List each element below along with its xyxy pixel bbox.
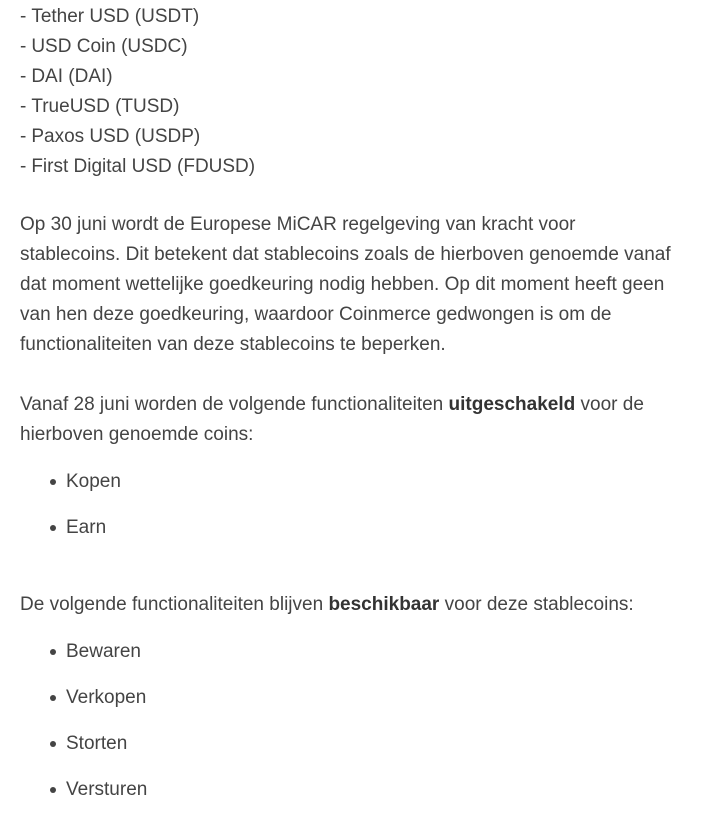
stablecoin-label: USD Coin (USDC) [31, 36, 188, 57]
bullet-icon [50, 649, 56, 655]
article-content [20, 0, 700, 800]
disabled-features-list [48, 470, 121, 562]
available-feature-item: Versturen [48, 778, 147, 824]
disabled-emphasis: uitgeschakeld [448, 394, 576, 415]
stablecoin-label: DAI (DAI) [31, 66, 113, 87]
disabled-feature-item: Kopen [48, 470, 121, 516]
available-features-paragraph: De volgende functionaliteiten blijven beschikbaar voor deze stablecoins: [20, 594, 634, 615]
stablecoin-item: - First Digital USD (FDUSD) [20, 156, 256, 177]
stablecoin-item: - USD Coin (USDC) [20, 36, 188, 57]
disabled-features-paragraph: Vanaf 28 juni worden de volgende functionaliteiten uitgeschakeld voor de hierboven genoemde coins: [20, 394, 644, 445]
stablecoin-item: - DAI (DAI) [20, 66, 113, 87]
bullet-icon [50, 479, 56, 485]
stablecoin-item: - Tether USD (USDT) [20, 6, 200, 27]
stablecoin-label: Paxos USD (USDP) [31, 126, 201, 147]
stablecoin-list [20, 2, 700, 182]
stablecoin-item: - TrueUSD (TUSD) [20, 96, 180, 117]
available-feature-item: Storten [48, 732, 147, 778]
available-feature-item: Bewaren [48, 640, 147, 686]
stablecoin-item: - Paxos USD (USDP) [20, 126, 201, 147]
disabled-feature-item: Earn [48, 516, 121, 562]
micar-paragraph: Op 30 juni wordt de Europese MiCAR regelgeving van kracht voor stablecoins. Dit betekent dat stablecoins zoals de hierboven genoemde vanaf dat moment wettelijke goedkeuring nodig hebben. Op dit moment heeft geen van hen deze goedkeuring, waardoor Coinmerce gedwongen is om de functionaliteiten van deze stablecoins te beperken. [20, 214, 671, 355]
bullet-icon [50, 741, 56, 747]
available-feature-item: Verkopen [48, 686, 147, 732]
bullet-icon [50, 525, 56, 531]
bullet-icon [50, 787, 56, 793]
stablecoin-label: TrueUSD (TUSD) [31, 96, 180, 117]
stablecoin-label: Tether USD (USDT) [31, 6, 200, 27]
available-features-list [48, 640, 147, 824]
stablecoin-label: First Digital USD (FDUSD) [31, 156, 256, 177]
bullet-icon [50, 695, 56, 701]
available-emphasis: beschikbaar [328, 594, 440, 615]
